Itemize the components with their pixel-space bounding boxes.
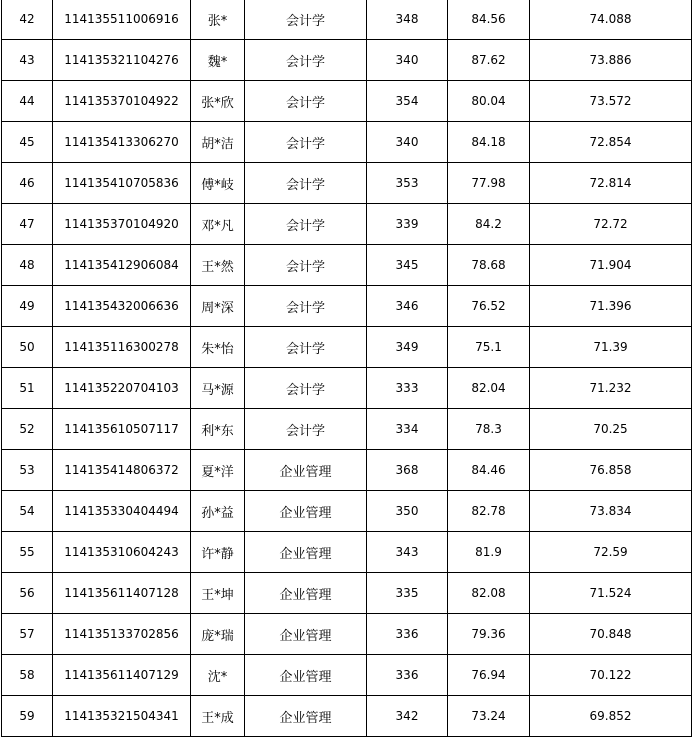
- table-row: [2, 204, 692, 245]
- prelim-score-cell: 340: [367, 122, 448, 163]
- table-row: [2, 491, 692, 532]
- total-score-cell: 70.25: [530, 409, 692, 450]
- rank-cell: 46: [2, 163, 53, 204]
- name-cell: 沈*: [191, 655, 245, 696]
- retest-score-cell: 82.04: [448, 368, 530, 409]
- table-row: [2, 40, 692, 81]
- name-cell: 周*深: [191, 286, 245, 327]
- name-cell: 庞*瑞: [191, 614, 245, 655]
- major-cell: 企业管理: [245, 655, 367, 696]
- rank-cell: 54: [2, 491, 53, 532]
- rank-cell: 48: [2, 245, 53, 286]
- prelim-score-cell: 353: [367, 163, 448, 204]
- prelim-score-cell: 339: [367, 204, 448, 245]
- major-cell: 会计学: [245, 245, 367, 286]
- rank-cell: 49: [2, 286, 53, 327]
- retest-score-cell: 78.68: [448, 245, 530, 286]
- table-row: [2, 368, 692, 409]
- exam-id-cell: 114135116300278: [53, 327, 191, 368]
- total-score-cell: 70.848: [530, 614, 692, 655]
- name-cell: 利*东: [191, 409, 245, 450]
- prelim-score-cell: 349: [367, 327, 448, 368]
- rank-cell: 43: [2, 40, 53, 81]
- exam-id-cell: 114135414806372: [53, 450, 191, 491]
- prelim-score-cell: 348: [367, 0, 448, 40]
- prelim-score-cell: 340: [367, 40, 448, 81]
- exam-id-cell: 114135220704103: [53, 368, 191, 409]
- name-cell: 夏*洋: [191, 450, 245, 491]
- exam-id-cell: 114135321104276: [53, 40, 191, 81]
- table-row: [2, 122, 692, 163]
- retest-score-cell: 79.36: [448, 614, 530, 655]
- name-cell: 魏*: [191, 40, 245, 81]
- rank-cell: 47: [2, 204, 53, 245]
- rank-cell: 57: [2, 614, 53, 655]
- total-score-cell: 70.122: [530, 655, 692, 696]
- exam-id-cell: 114135133702856: [53, 614, 191, 655]
- name-cell: 胡*洁: [191, 122, 245, 163]
- prelim-score-cell: 335: [367, 573, 448, 614]
- name-cell: 马*源: [191, 368, 245, 409]
- name-cell: 张*欣: [191, 81, 245, 122]
- results-table: [1, 0, 692, 737]
- prelim-score-cell: 345: [367, 245, 448, 286]
- retest-score-cell: 82.78: [448, 491, 530, 532]
- major-cell: 会计学: [245, 327, 367, 368]
- major-cell: 会计学: [245, 0, 367, 40]
- major-cell: 企业管理: [245, 573, 367, 614]
- name-cell: 傅*岐: [191, 163, 245, 204]
- retest-score-cell: 84.56: [448, 0, 530, 40]
- exam-id-cell: 114135412906084: [53, 245, 191, 286]
- exam-id-cell: 114135511006916: [53, 0, 191, 40]
- exam-id-cell: 114135611407129: [53, 655, 191, 696]
- exam-id-cell: 114135610507117: [53, 409, 191, 450]
- rank-cell: 58: [2, 655, 53, 696]
- major-cell: 会计学: [245, 122, 367, 163]
- total-score-cell: 71.232: [530, 368, 692, 409]
- name-cell: 王*坤: [191, 573, 245, 614]
- major-cell: 会计学: [245, 368, 367, 409]
- total-score-cell: 71.524: [530, 573, 692, 614]
- total-score-cell: 73.834: [530, 491, 692, 532]
- total-score-cell: 71.39: [530, 327, 692, 368]
- prelim-score-cell: 334: [367, 409, 448, 450]
- name-cell: 王*然: [191, 245, 245, 286]
- table-row: [2, 573, 692, 614]
- rank-cell: 52: [2, 409, 53, 450]
- exam-id-cell: 114135611407128: [53, 573, 191, 614]
- total-score-cell: 71.904: [530, 245, 692, 286]
- prelim-score-cell: 333: [367, 368, 448, 409]
- prelim-score-cell: 346: [367, 286, 448, 327]
- prelim-score-cell: 336: [367, 655, 448, 696]
- total-score-cell: 72.814: [530, 163, 692, 204]
- rank-cell: 53: [2, 450, 53, 491]
- name-cell: 邓*凡: [191, 204, 245, 245]
- rank-cell: 55: [2, 532, 53, 573]
- table-row: [2, 696, 692, 737]
- total-score-cell: 71.396: [530, 286, 692, 327]
- table-row: [2, 614, 692, 655]
- retest-score-cell: 73.24: [448, 696, 530, 737]
- rank-cell: 44: [2, 81, 53, 122]
- exam-id-cell: 114135370104922: [53, 81, 191, 122]
- table-row: [2, 0, 692, 40]
- name-cell: 王*成: [191, 696, 245, 737]
- results-table-body: [2, 0, 692, 737]
- table-row: [2, 163, 692, 204]
- retest-score-cell: 77.98: [448, 163, 530, 204]
- prelim-score-cell: 354: [367, 81, 448, 122]
- total-score-cell: 73.572: [530, 81, 692, 122]
- exam-id-cell: 114135410705836: [53, 163, 191, 204]
- prelim-score-cell: 343: [367, 532, 448, 573]
- retest-score-cell: 76.52: [448, 286, 530, 327]
- retest-score-cell: 84.18: [448, 122, 530, 163]
- total-score-cell: 73.886: [530, 40, 692, 81]
- prelim-score-cell: 342: [367, 696, 448, 737]
- major-cell: 企业管理: [245, 450, 367, 491]
- rank-cell: 42: [2, 0, 53, 40]
- rank-cell: 59: [2, 696, 53, 737]
- table-row: [2, 450, 692, 491]
- exam-id-cell: 114135432006636: [53, 286, 191, 327]
- major-cell: 企业管理: [245, 614, 367, 655]
- rank-cell: 56: [2, 573, 53, 614]
- prelim-score-cell: 336: [367, 614, 448, 655]
- retest-score-cell: 84.46: [448, 450, 530, 491]
- total-score-cell: 72.72: [530, 204, 692, 245]
- exam-id-cell: 114135321504341: [53, 696, 191, 737]
- major-cell: 会计学: [245, 81, 367, 122]
- total-score-cell: 72.854: [530, 122, 692, 163]
- major-cell: 企业管理: [245, 532, 367, 573]
- exam-id-cell: 114135413306270: [53, 122, 191, 163]
- retest-score-cell: 87.62: [448, 40, 530, 81]
- table-row: [2, 532, 692, 573]
- major-cell: 企业管理: [245, 491, 367, 532]
- name-cell: 孙*益: [191, 491, 245, 532]
- major-cell: 会计学: [245, 163, 367, 204]
- name-cell: 张*: [191, 0, 245, 40]
- major-cell: 会计学: [245, 204, 367, 245]
- table-row: [2, 327, 692, 368]
- retest-score-cell: 78.3: [448, 409, 530, 450]
- rank-cell: 45: [2, 122, 53, 163]
- table-row: [2, 655, 692, 696]
- retest-score-cell: 82.08: [448, 573, 530, 614]
- name-cell: 朱*怡: [191, 327, 245, 368]
- total-score-cell: 72.59: [530, 532, 692, 573]
- retest-score-cell: 75.1: [448, 327, 530, 368]
- retest-score-cell: 80.04: [448, 81, 530, 122]
- table-row: [2, 81, 692, 122]
- major-cell: 会计学: [245, 409, 367, 450]
- major-cell: 会计学: [245, 40, 367, 81]
- table-row: [2, 286, 692, 327]
- major-cell: 会计学: [245, 286, 367, 327]
- retest-score-cell: 84.2: [448, 204, 530, 245]
- exam-id-cell: 114135370104920: [53, 204, 191, 245]
- total-score-cell: 74.088: [530, 0, 692, 40]
- total-score-cell: 76.858: [530, 450, 692, 491]
- major-cell: 企业管理: [245, 696, 367, 737]
- name-cell: 许*静: [191, 532, 245, 573]
- retest-score-cell: 76.94: [448, 655, 530, 696]
- exam-id-cell: 114135330404494: [53, 491, 191, 532]
- table-row: [2, 409, 692, 450]
- rank-cell: 50: [2, 327, 53, 368]
- exam-id-cell: 114135310604243: [53, 532, 191, 573]
- total-score-cell: 69.852: [530, 696, 692, 737]
- prelim-score-cell: 350: [367, 491, 448, 532]
- retest-score-cell: 81.9: [448, 532, 530, 573]
- prelim-score-cell: 368: [367, 450, 448, 491]
- table-row: [2, 245, 692, 286]
- rank-cell: 51: [2, 368, 53, 409]
